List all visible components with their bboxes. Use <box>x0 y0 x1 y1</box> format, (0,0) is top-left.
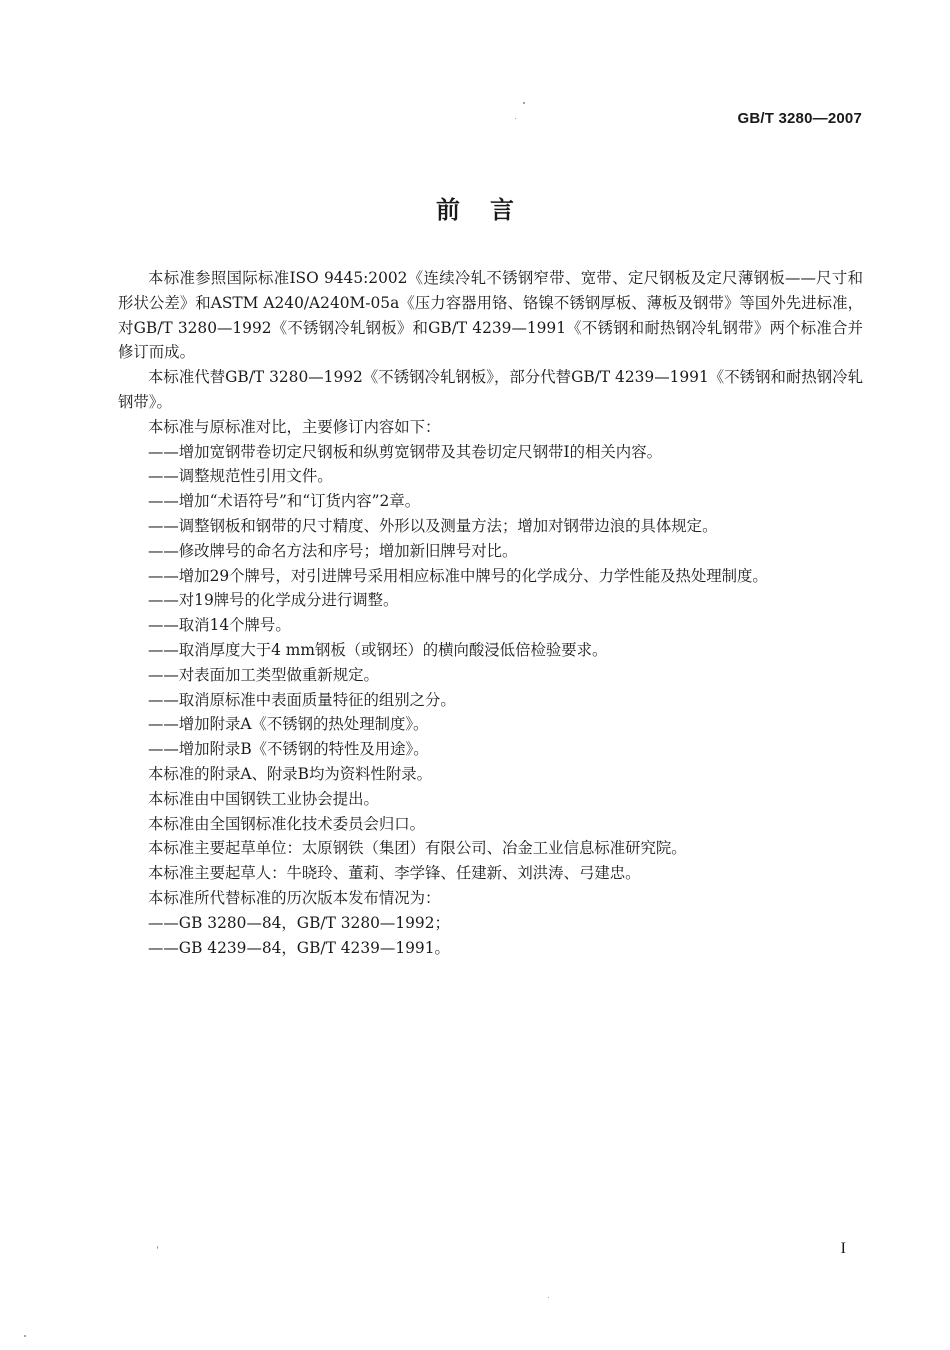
list-item: ——取消原标准中表面质量特征的组别之分。 <box>148 690 456 709</box>
paragraph: 本标准与原标准对比，主要修订内容如下： <box>148 417 441 436</box>
list-item: ——修改牌号的命名方法和序号；增加新旧牌号对比。 <box>148 541 518 560</box>
list-item: ——增加附录B《不锈钢的特性及用途》。 <box>148 740 429 759</box>
paragraph: 本标准代替GB/T 3280—1992《不锈钢冷轧钢板》，部分代替GB/T 4239—1991《不锈钢和耐热钢冷轧钢带》。 <box>118 368 863 411</box>
scan-speck <box>523 102 525 104</box>
paragraph: 本标准参照国际标准ISO 9445:2002《连续冷轧不锈钢窄带、宽带、定尺钢板及定尺薄钢板——尺寸和形状公差》和ASTM A240/A240M-05a《压力容器用铬、铬镍不锈钢厚板、薄板及钢带》等国外先进标准，对GB/T 3280—1992《不锈钢冷轧钢板》和GB/T 4239—1991《不锈钢和耐热钢冷轧钢带》两个标准合并修订而成。 <box>118 269 863 362</box>
paragraph: 本标准的附录A、附录B均为资料性附录。 <box>148 764 433 783</box>
list-item: ——取消14个牌号。 <box>148 616 291 635</box>
list-item: ——取消厚度大于4 mm钢板（或钢坯）的横向酸浸低倍检验要求。 <box>148 640 608 659</box>
list-item: ——增加宽钢带卷切定尺钢板和纵剪宽钢带及其卷切定尺钢带Ⅰ的相关内容。 <box>148 442 662 461</box>
paragraph: 本标准由全国钢标准化技术委员会归口。 <box>148 814 426 833</box>
list-item: ——GB 4239—84，GB/T 4239—1991。 <box>148 938 450 957</box>
scan-speck <box>515 118 516 119</box>
foreword-body <box>118 266 863 960</box>
list-item: ——增加附录A《不锈钢的热处理制度》。 <box>148 715 429 734</box>
paragraph: 本标准所代替标准的历次版本发布情况为： <box>148 888 441 907</box>
list-item: ——调整钢板和钢带的尺寸精度、外形以及测量方法；增加对钢带边浪的具体规定。 <box>148 516 718 535</box>
standard-code: GB/T 3280—2007 <box>737 110 862 127</box>
list-item: ——对19牌号的化学成分进行调整。 <box>148 591 399 610</box>
page-title: 前言 <box>436 196 544 224</box>
scan-speck <box>548 1297 549 1298</box>
list-item: ——对表面加工类型做重新规定。 <box>148 665 379 684</box>
paragraph: 本标准由中国钢铁工业协会提出。 <box>148 789 379 808</box>
paragraph: 本标准主要起草单位：太原钢铁（集团）有限公司、冶金工业信息标准研究院。 <box>148 839 687 858</box>
scan-speck <box>24 1335 26 1337</box>
page-number: I <box>840 1240 846 1257</box>
list-item: ——增加“术语符号”和“订货内容”2章。 <box>148 492 421 511</box>
list-item: ——增加29个牌号，对引进牌号采用相应标准中牌号的化学成分、力学性能及热处理制度。 <box>148 566 768 585</box>
list-item: ——GB 3280—84，GB/T 3280—1992； <box>148 913 450 932</box>
list-item: ——调整规范性引用文件。 <box>148 467 333 486</box>
paragraph: 本标准主要起草人：牛晓玲、董莉、李学锋、任建新、刘洪涛、弓建忠。 <box>148 864 641 883</box>
scan-speck <box>157 1246 158 1249</box>
